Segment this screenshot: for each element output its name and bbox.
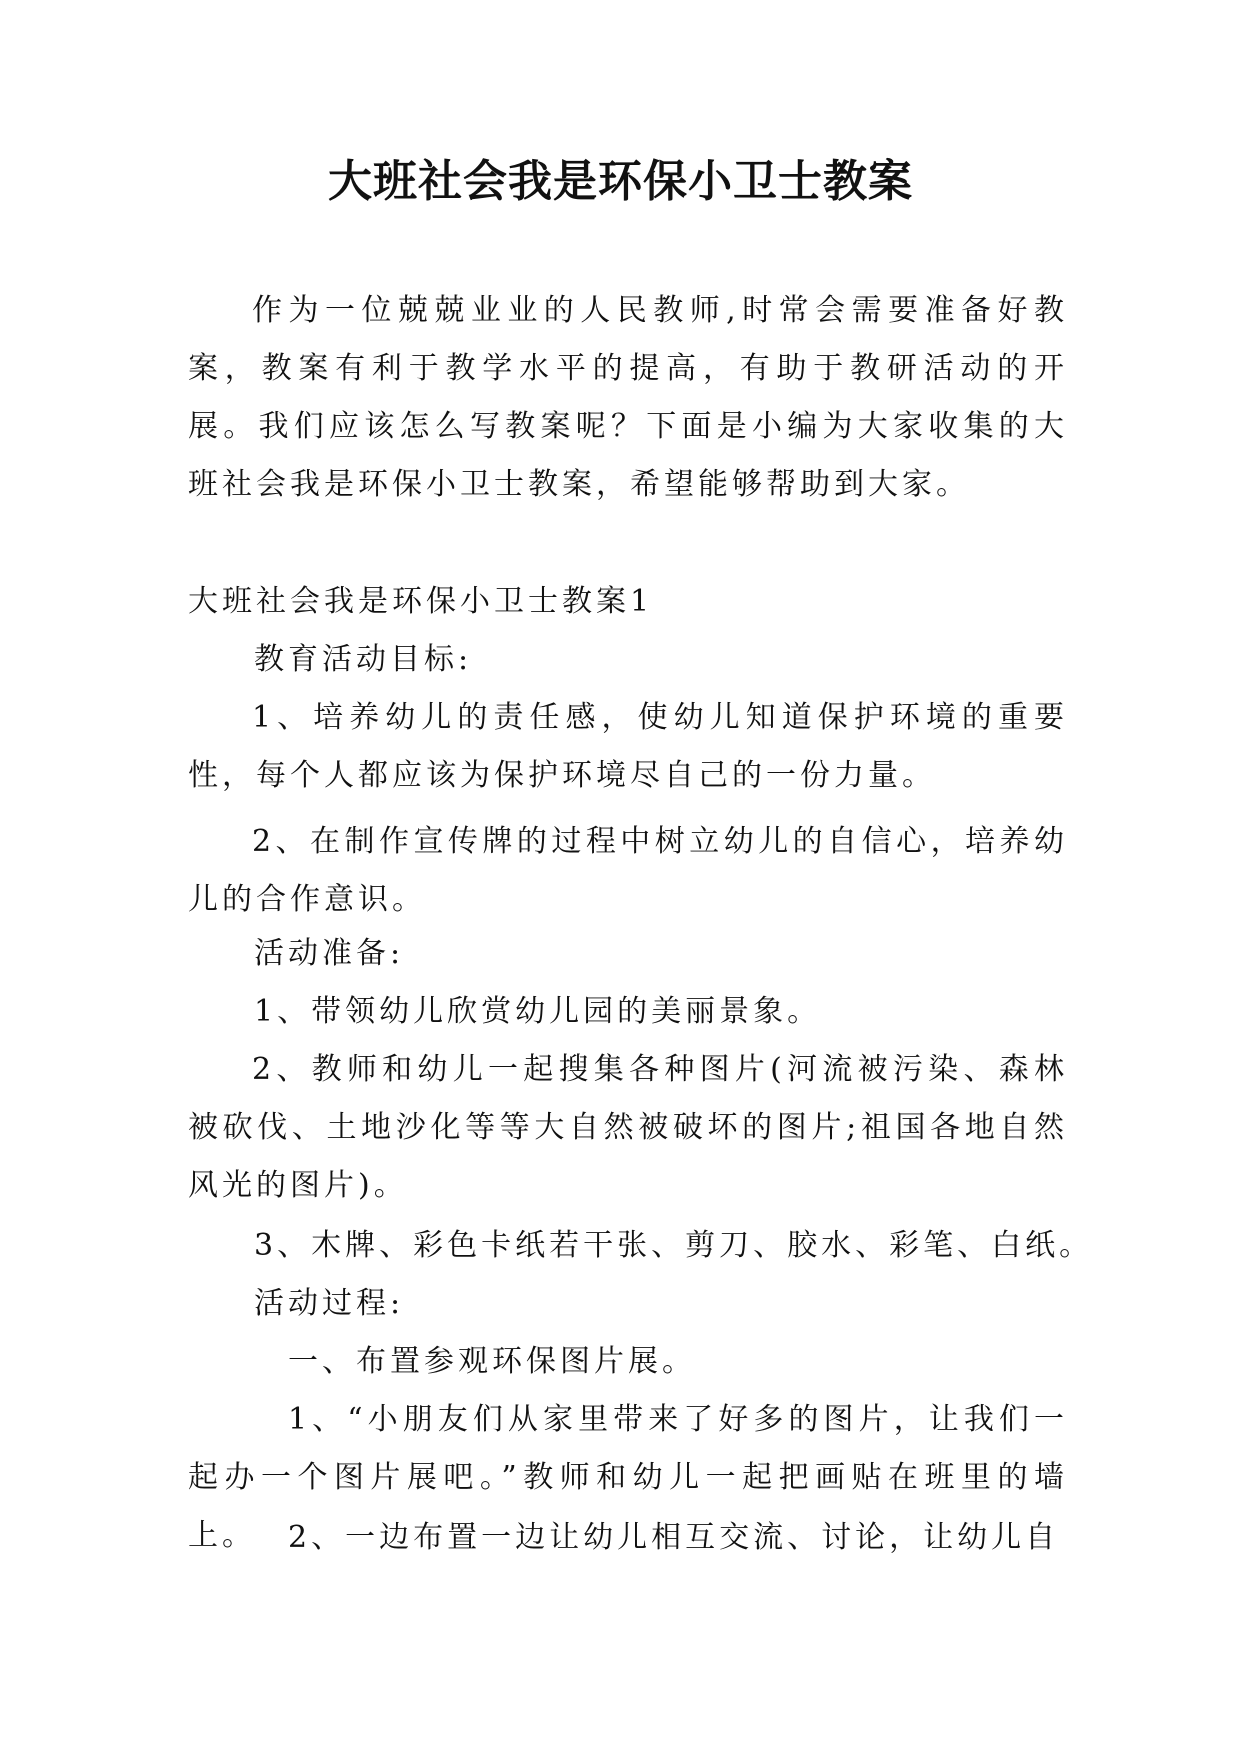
document-title: 大班社会我是环保小卫士教案 [328, 156, 913, 207]
section-heading: 大班社会我是环保小卫士教案1 [188, 584, 654, 619]
step-1-item-1: 1、“小朋友们从家里带来了好多的图片，让我们一起办一个图片展吧。”教师和幼儿一起把画贴在班里的墙上。 [188, 1402, 1068, 1553]
prep-item-3: 3、木牌、彩色卡纸若干张、剪刀、胶水、彩笔、白纸。 [254, 1228, 1094, 1263]
intro-paragraph: 作为一位兢兢业业的人民教师,时常会需要准备好教案，教案有利于教学水平的提高，有助于教研活动的开展。我们应该怎么写教案呢？下面是小编为大家收集的大班社会我是环保小卫士教案，希望能够帮助到大家。 [188, 293, 1068, 502]
step-1-heading: 一、布置参观环保图片展。 [288, 1344, 696, 1379]
goal-item-2: 2、在制作宣传牌的过程中树立幼儿的自信心，培养幼儿的合作意识。 [188, 824, 1068, 917]
prep-item-2: 2、教师和幼儿一起搜集各种图片(河流被污染、森林被砍伐、土地沙化等等大自然被破坏的图片;祖国各地自然风光的图片)。 [188, 1052, 1068, 1203]
prep-item-1: 1、带领幼儿欣赏幼儿园的美丽景象。 [254, 994, 822, 1029]
step-1-item-2: 2、一边布置一边让幼儿相互交流、讨论，让幼儿自 [288, 1520, 1060, 1555]
prep-heading: 活动准备: [254, 936, 405, 971]
goal-item-1: 1、培养幼儿的责任感，使幼儿知道保护环境的重要性，每个人都应该为保护环境尽自己的一份力量。 [188, 700, 1068, 793]
goals-heading: 教育活动目标: [254, 642, 473, 677]
process-heading: 活动过程: [254, 1286, 405, 1321]
